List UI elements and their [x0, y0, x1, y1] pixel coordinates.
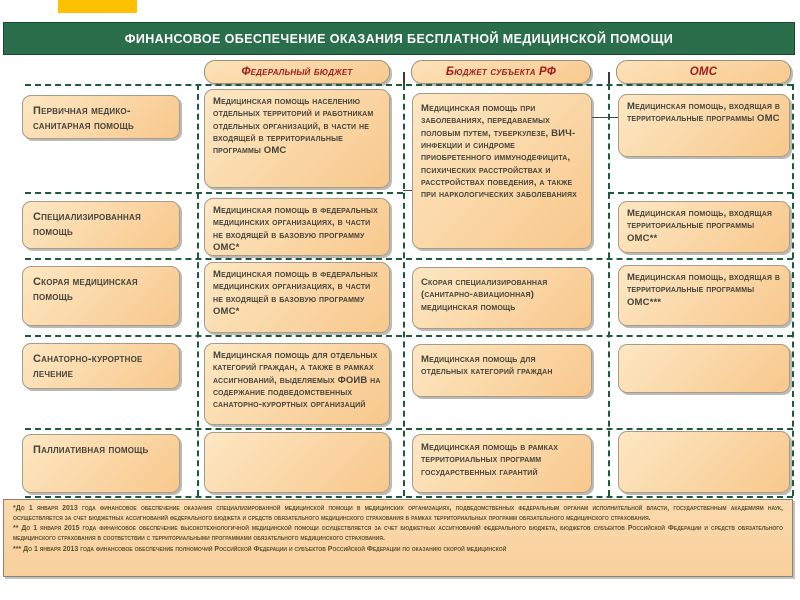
cell-federal-sanatorium [204, 343, 390, 425]
column-divider-1 [197, 84, 199, 496]
cell-federal-sanatorium-text: Медицинская помощь для отдельных категорий граждан, а также в рамках ассигнований, выделяемых ФОИВ на содержание подведомственных санаторно-курортных организаций [213, 350, 381, 411]
cell-federal-primary-text: Медицинская помощь населению отдельных территорий и работникам отдельных организаций, в части не входящей в территориальные программы ОМС [213, 96, 374, 157]
cell-subject-palliative [412, 434, 592, 493]
row-label-primary-care-text: Первичная медико-санитарная помощь [33, 105, 134, 132]
row-divider-3 [25, 335, 793, 337]
column-divider-2 [403, 84, 405, 496]
cell-subject-emergency [412, 267, 592, 329]
cell-oms-emergency [618, 265, 790, 326]
cell-subject-primary-specialized [412, 93, 592, 249]
column-header-oms-label: ОМС [689, 66, 718, 78]
footnotes-panel [3, 499, 793, 577]
row-divider-1-left [25, 192, 403, 194]
row-divider-bottom [25, 496, 793, 498]
page-title: ФИНАНСОВОЕ ОБЕСПЕЧЕНИЕ ОКАЗАНИЯ БЕСПЛАТНОЙ МЕДИЦИНСКОЙ ПОМОЩИ [124, 31, 674, 46]
cell-federal-palliative-empty [204, 432, 390, 493]
row-label-emergency-care-text: Скорая медицинская помощь [33, 276, 138, 303]
header-connector-line-1 [403, 72, 405, 84]
cell-federal-specialized-text: Медицинская помощь в федеральных медицинских организациях, в части не входящей в базовую программу ОМС* [213, 205, 378, 254]
footnote-2: ** До 1 января 2015 года финансовое обеспечение высокотехнологичной медицинской помощи осуществляется за счет бюджетных ассигнований федерального бюджета, бюджетов субъектов Российской Федерации и средств обязательного медицинского страхования в соответствии с территориальными программами обязательного медицинского страхования. [13, 525, 783, 543]
row-label-palliative-care-text: Паллиативная помощь [33, 444, 149, 456]
cell-oms-specialized-text: Медицинская помощь, входящая территориальные программы ОМС** [627, 208, 773, 244]
column-divider-3 [608, 84, 610, 496]
row-divider-1-right [608, 192, 793, 194]
column-header-federal [204, 60, 390, 84]
cell-subject-sanatorium [412, 344, 592, 397]
column-header-subject [411, 60, 591, 84]
cell-federal-specialized [204, 198, 390, 256]
cell-federal-primary [204, 89, 390, 188]
footnote-1: *До 1 января 2013 года финансовое обеспечение оказания специализированной медицинской помощи в медицинских организациях, подведомственных федеральным органам исполнительной власти, государственным академиям наук, осуществляется за счет бюджетных ассигнований федерального бюджета и средств обязательного медицинского страхования в рамках территориальных программ обязательного медицинского страхования. [13, 505, 783, 523]
cell-oms-emergency-text: Медицинская помощь, входящая в территориальные программы ОМС*** [627, 272, 781, 308]
cell-federal-emergency-text: Медицинская помощь в федеральных медицинских организациях, в части не входящей в базовую программу ОМС* [213, 269, 378, 318]
column-divider-right [792, 84, 794, 496]
cell-oms-palliative-empty [618, 431, 790, 493]
cell-federal-emergency [204, 262, 390, 333]
cell-oms-primary [618, 94, 790, 157]
cell-subject-emergency-text: Скорая специализированная (санитарно-авиационная) медицинская помощь [421, 277, 548, 313]
column-header-oms [616, 60, 791, 84]
row-divider-top [25, 84, 793, 86]
cell-oms-specialized [618, 201, 790, 253]
cell-subject-palliative-text: Медицинская помощь в рамках территориальных программ государственных гарантий [421, 442, 559, 478]
column-header-federal-label: Федеральный бюджет [241, 66, 353, 78]
cell-oms-primary-text: Медицинская помощь, входящая в территориальные программы ОМС [627, 101, 781, 125]
row-label-primary-care [22, 95, 180, 139]
row-divider-4 [25, 428, 793, 430]
row-label-sanatorium-care [22, 343, 180, 389]
row-label-specialized-care-text: Специализированная помощь [33, 211, 141, 238]
title-bar [3, 22, 795, 55]
cell-subject-sanatorium-text: Медицинская помощь для отдельных категорий граждан [421, 354, 553, 378]
row-divider-2 [25, 258, 793, 260]
row-label-specialized-care [22, 201, 180, 249]
row-label-palliative-care [22, 434, 180, 493]
accent-rectangle [58, 0, 137, 13]
row-label-sanatorium-care-text: Санаторно-курортное лечение [33, 353, 143, 380]
header-connector-line-2 [608, 72, 610, 84]
cell-oms-sanatorium-empty [618, 344, 790, 393]
cell-subject-primary-specialized-text: Медицинская помощь при заболеваниях, передаваемых половым путем, туберкулезе, ВИЧ-инфекции и синдроме приобретенного иммунодефицита, психических расстройствах и расстройствах поведения, а также при наркологических заболеваниях [421, 103, 577, 201]
column-header-subject-label: Бюджет субъекта РФ [445, 66, 557, 78]
footnote-3: *** До 1 января 2013 года финансовое обеспечение полномочий Российской Федерации и субъектов Российской Федерации по оказанию скорой медицинской [13, 545, 507, 553]
row-label-emergency-care [22, 266, 180, 326]
